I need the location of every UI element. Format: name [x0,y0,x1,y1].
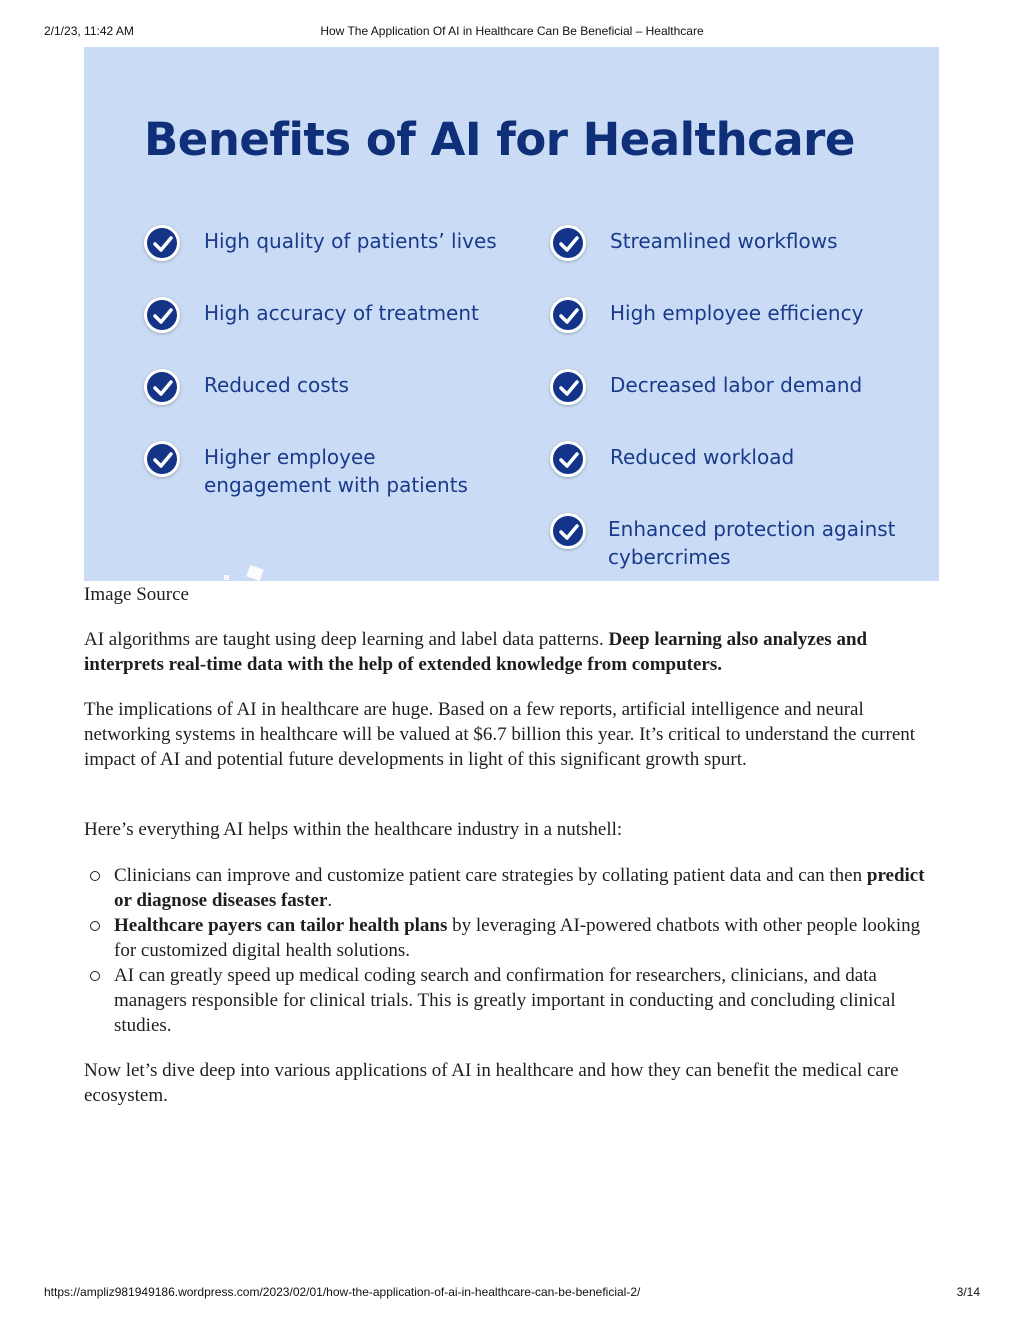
page-number: 3/14 [956,1285,980,1299]
benefit-label: High employee efficiency [610,301,864,325]
check-circle-icon [550,513,586,549]
benefits-banner-image [84,47,939,581]
circle-bullet-icon [90,921,100,931]
decorative-shape [224,575,229,580]
print-footer [44,1285,980,1301]
benefit-label: High quality of patients’ lives [204,229,497,253]
benefit-label: Decreased labor demand [610,373,863,397]
paragraph-deep-learning [84,627,944,677]
check-circle-icon [144,297,180,333]
list-item-text: Clinicians can improve and customize patient care strategies by collating patient data and can then [114,865,867,886]
benefit-label: High accuracy of treatment [204,301,479,325]
paragraph-text: AI algorithms are taught using deep learning and label data patterns. [84,629,609,650]
benefit-label: Streamlined workflows [610,229,838,253]
benefit-label: Reduced workload [610,445,795,469]
list-item-text: by leveraging AI-powered chatbots with other people looking for customized digital health solutions. [114,915,921,961]
list-item-text: AI can greatly speed up medical coding search and confirmation for researchers, clinicians, and data managers responsible for clinical trials. This is greatly important in conducting and concluding clinical studies. [114,965,896,1036]
circle-bullet-icon [90,871,100,881]
check-circle-icon [550,297,586,333]
print-url: https://ampliz981949186.wordpress.com/2023/02/01/how-the-application-of-ai-in-healthcare-can-be-beneficial-2/ [44,1285,641,1299]
image-source-caption: Image Source [84,584,189,605]
check-circle-icon [144,369,180,405]
paragraph-bold-text: Deep learning also analyzes and interprets real-time data with the help of extended knowledge from computers. [84,629,868,675]
circle-bullet-icon [90,971,100,981]
check-circle-icon [550,441,586,477]
benefit-label: Reduced costs [204,373,349,397]
check-circle-icon [144,225,180,261]
print-date: 2/1/23, 11:42 AM [44,24,134,38]
check-circle-icon [550,225,586,261]
list-item [84,863,944,913]
print-header [44,24,980,40]
print-page-title: How The Application Of AI in Healthcare Can Be Beneficial – Healthcare [320,24,704,38]
list-item-bold: predict or diagnose diseases faster [114,865,925,911]
list-item-bold: Healthcare payers can tailor health plans [114,915,448,936]
paragraph-implications: The implications of AI in healthcare are huge. Based on a few reports, artificial intelligence and neural networking systems in healthcare will be valued at $6.7 billion this year. It’s critical to understand the current impact of AI and potential future developments in light of this significant growth spurt. [84,699,916,770]
check-circle-icon [144,441,180,477]
benefits-list [84,863,944,1038]
paragraph-nutshell-intro: Here’s everything AI helps within the healthcare industry in a nutshell: [84,819,623,840]
check-circle-icon [550,369,586,405]
benefit-label: Enhanced protection against cybercrimes [608,517,896,569]
list-item-end: . [327,890,333,911]
benefit-label: Higher employee engagement with patients [204,445,468,497]
banner-title: Benefits of AI for Healthcare [144,113,855,166]
paragraph-conclusion: Now let’s dive deep into various applications of AI in healthcare and how they can benefit the medical care ecosystem. [84,1060,899,1106]
list-item [84,963,944,1038]
list-item [84,913,944,963]
decorative-shape [246,565,263,581]
